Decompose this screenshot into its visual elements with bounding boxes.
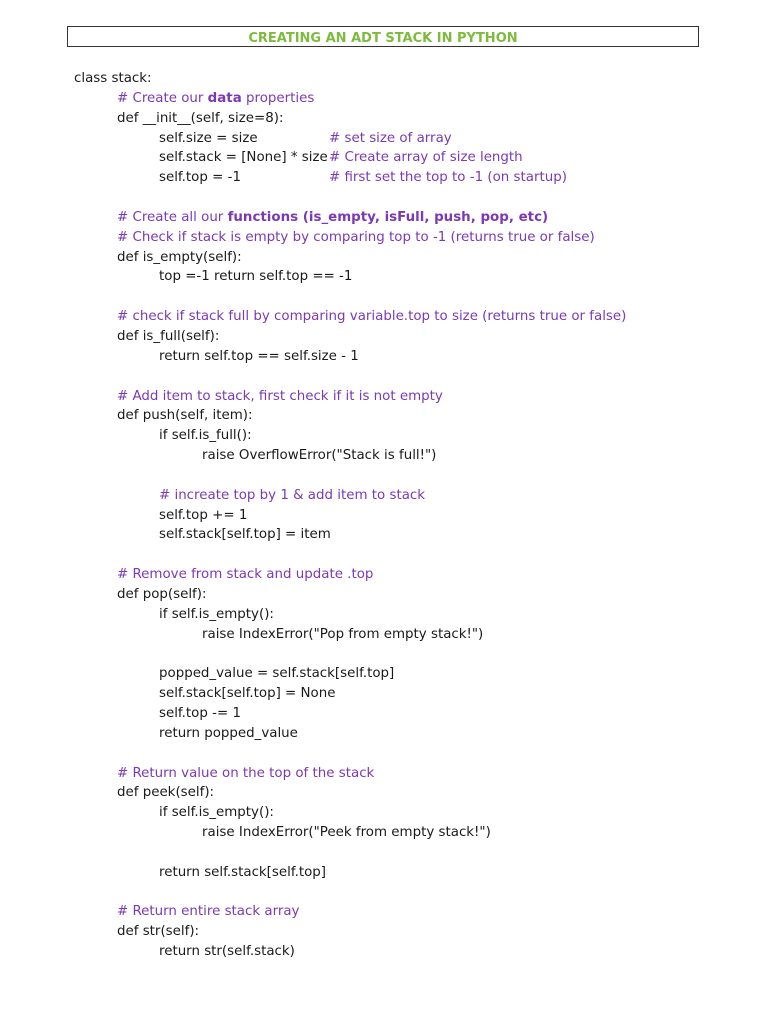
code-line: raise IndexError("Pop from empty stack!") — [202, 626, 484, 642]
code-line: if self.is_empty(): — [159, 805, 274, 821]
document-title-box — [67, 26, 699, 47]
code-line: def str(self): — [117, 924, 200, 940]
comment-text: # Create our — [117, 90, 208, 106]
comment-bold-text: data — [207, 90, 242, 106]
code-line: def pop(self): — [117, 586, 207, 602]
code-comment: # check if stack full by comparing variable.top to size (returns true or false) — [117, 309, 627, 325]
code-line: return popped_value — [159, 725, 298, 741]
code-line: def __init__(self, size=8): — [117, 110, 284, 126]
code-line: def is_empty(self): — [117, 249, 242, 265]
comment-bold-text: functions (is_empty, isFull, push, pop, etc) — [227, 209, 549, 225]
blank-line — [74, 843, 626, 863]
code-line: self.top += 1 — [159, 507, 248, 523]
code-line — [74, 129, 626, 149]
code-line: self.stack[self.top] = item — [159, 527, 331, 543]
code-comment — [74, 89, 626, 109]
code-comment: # Remove from stack and update .top — [117, 567, 374, 583]
code-line: def is_full(self): — [117, 328, 220, 344]
code-line — [74, 168, 626, 188]
code-line: popped_value = self.stack[self.top] — [159, 666, 395, 682]
trailing-comment: # first set the top to -1 (on startup) — [329, 170, 567, 186]
code-line: raise IndexError("Peek from empty stack!") — [202, 825, 491, 841]
blank-line — [74, 287, 626, 307]
code-line: def peek(self): — [117, 785, 215, 801]
code-listing — [74, 69, 626, 962]
code-line: self.stack[self.top] = None — [159, 686, 336, 702]
code-line: raise OverflowError("Stack is full!") — [202, 448, 437, 464]
code-line — [74, 148, 626, 168]
code-comment: # Add item to stack, first check if it is not empty — [117, 388, 443, 404]
code-line: return self.top == self.size - 1 — [159, 348, 359, 364]
blank-line — [74, 644, 626, 664]
blank-line — [74, 744, 626, 764]
code-line: return str(self.stack) — [159, 944, 295, 960]
code-comment — [74, 208, 626, 228]
code-comment: # increate top by 1 & add item to stack — [159, 487, 426, 503]
code-line: self.top -= 1 — [159, 706, 241, 721]
code-line: if self.is_full(): — [159, 428, 252, 444]
code-line: return self.stack[self.top] — [159, 864, 327, 880]
code-comment: # Return value on the top of the stack — [117, 765, 375, 781]
code-text: self.top = -1 — [159, 170, 241, 186]
comment-text: # Create all our — [117, 209, 228, 225]
code-comment: # Return entire stack array — [117, 904, 300, 920]
blank-line — [74, 883, 626, 903]
code-comment: # Check if stack is empty by comparing top to -1 (returns true or false) — [117, 229, 595, 245]
code-line: class stack: — [74, 71, 152, 86]
document-title: CREATING AN ADT STACK IN PYTHON — [248, 31, 518, 46]
comment-text: properties — [241, 90, 315, 106]
trailing-comment: # set size of array — [329, 130, 452, 146]
blank-line — [74, 466, 626, 486]
blank-line — [74, 367, 626, 387]
blank-line — [74, 545, 626, 565]
code-line: def push(self, item): — [117, 408, 253, 424]
code-line: top =-1 return self.top == -1 — [159, 269, 353, 285]
trailing-comment: # Create array of size length — [329, 150, 523, 166]
blank-line — [74, 188, 626, 208]
code-text: self.size = size — [159, 130, 258, 146]
code-line: if self.is_empty(): — [159, 606, 274, 622]
code-text: self.stack = [None] * size — [159, 150, 328, 166]
